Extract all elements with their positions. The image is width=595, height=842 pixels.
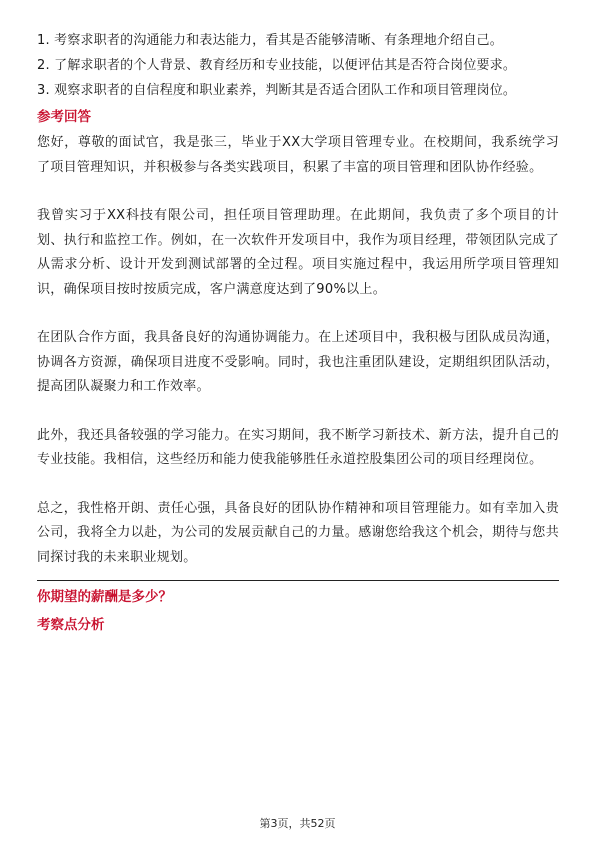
answer-paragraph-5: 总之，我性格开朗、责任心强，具备良好的团队协作精神和项目管理能力。如有幸加入贵公司，我将全力以赴，为公司的发展贡献自己的力量。感谢您给我这个机会，期待与您共同探讨我的未来职业规划。 [37, 500, 559, 565]
answer-paragraph-1: 您好，尊敬的面试官，我是张三，毕业于XX大学项目管理专业。在校期间，我系统学习了项目管理知识，并积极参与各类实践项目，积累了丰富的项目管理和团队协作经验。 [37, 135, 559, 175]
answer-paragraph-4: 此外，我还具备较强的学习能力。在实习期间，我不断学习新技术、新方法，提升自己的专业技能。我相信，这些经历和能力使我能够胜任永道控股集团公司的项目经理岗位。 [37, 427, 559, 467]
answer-paragraph-3: 在团队合作方面，我具备良好的沟通协调能力。在上述项目中，我积极与团队成员沟通，协调各方资源，确保项目进度不受影响。同时，我也注重团队建设，定期组织团队活动，提高团队凝聚力和工作效率。 [37, 330, 559, 394]
criteria-item-2: 2. 了解求职者的个人背景、教育经历和专业技能，以便评估其是否符合岗位要求。 [37, 58, 517, 73]
answer-heading: 参考回答 [37, 109, 91, 125]
criteria-item-3: 3. 观察求职者的自信程度和职业素养，判断其是否适合团队工作和项目管理岗位。 [37, 83, 517, 98]
criteria-list [37, 30, 559, 105]
section-divider [37, 580, 559, 581]
page-content [37, 30, 559, 635]
page-number-footer: 第3页，共52页 [259, 817, 336, 830]
analysis-subheading: 考察点分析 [37, 617, 105, 633]
criteria-item-1: 1. 考察求职者的沟通能力和表达能力，看其是否能够清晰、有条理地介绍自己。 [37, 33, 503, 48]
answer-paragraph-2: 我曾实习于XX科技有限公司，担任项目管理助理。在此期间，我负责了多个项目的计划、执行和监控工作。例如，在一次软件开发项目中，我作为项目经理，带领团队完成了从需求分析、设计开发到测试部署的全过程。项目实施过程中，我运用所学项目管理知识，确保项目按时按质完成，客户满意度达到了90%以上。 [37, 208, 559, 297]
next-question-heading: 你期望的薪酬是多少？ [37, 589, 172, 605]
